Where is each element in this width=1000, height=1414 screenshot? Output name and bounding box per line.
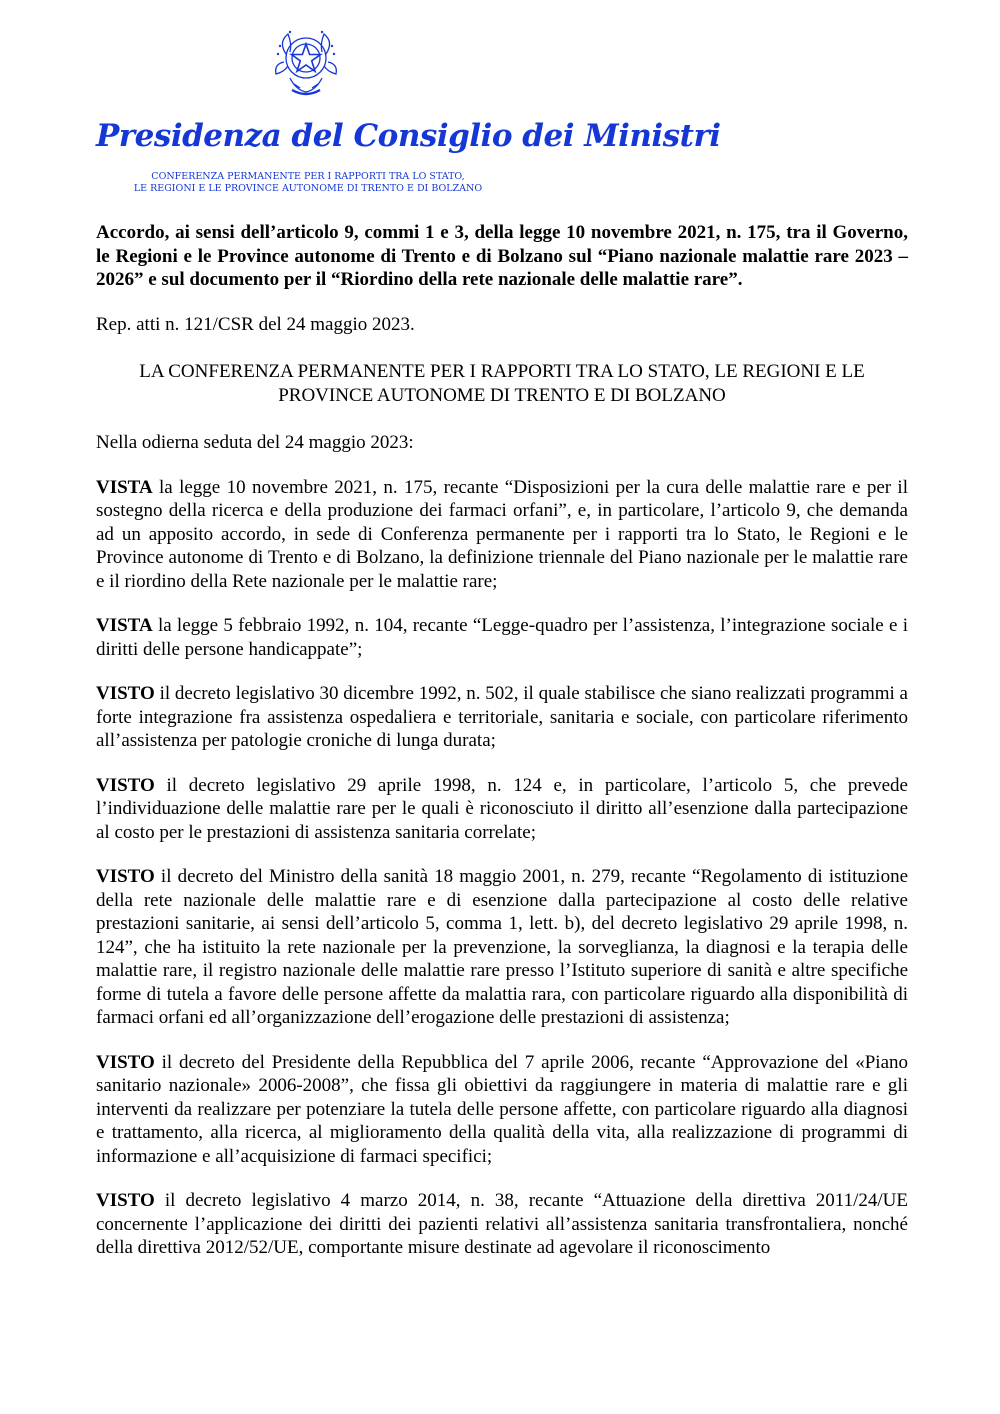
- recital-text: il decreto del Presidente della Repubblica del 7 aprile 2006, recante “Approvazione del «Piano sanitario nazionale» 2006-2008”, che fissa gli obiettivi da raggiungere in materia di malattie rare e gli interventi da realizzare per potenziare la tutela delle persone affette, con particolare riguardo alla diagnosi e trattamento, alla ricerca, al miglioramento della qualità della vita, alla realizzazione di programmi di informazione e all’acquisizione di farmaci specifici;: [96, 1051, 908, 1167]
- recital-paragraph: [96, 1051, 908, 1169]
- recital-keyword: VISTA: [96, 476, 153, 498]
- recital-keyword: VISTO: [96, 1051, 155, 1073]
- conference-subtitle-line2: LE REGIONI E LE PROVINCE AUTONOME DI TRENTO E DI BOLZANO: [133, 183, 483, 194]
- recital-text: il decreto legislativo 4 marzo 2014, n. 38, recante “Attuazione della direttiva 2011/24/UE concernente l’applicazione dei diritti dei pazienti relativi all’assistenza sanitaria transfrontaliera, nonché della direttiva 2012/52/UE, comportante misure destinate ad agevolare il riconoscimento: [96, 1190, 908, 1258]
- recital-text: il decreto legislativo 30 dicembre 1992, n. 502, il quale stabilisce che siano realizzati programmi a forte integrazione fra assistenza ospedaliera e territoriale, sanitaria e sociale, con particolare riferimento all’assistenza per patologie croniche di lunga durata;: [96, 683, 908, 751]
- recital-text: il decreto del Ministro della sanità 18 maggio 2001, n. 279, recante “Regolamento di istituzione della rete nazionale delle malattie rare e di esenzione dalla partecipazione al costo delle relative prestazioni sanitarie, ai sensi dell’articolo 5, comma 1, lett. b), del decreto legislativo 29 aprile 1998, n. 124”, che ha istituito la rete nazionale per la prevenzione, la sorveglianza, la diagnosi e la terapia delle malattie rare, il registro nazionale delle malattie rare presso l’Istituto superiore di sanità e altre specifiche forme di tutela a favore delle persone affette da malattia rara, con particolare riguardo alla disponibilità di farmaci orfani ed all’organizzazione dell’erogazione delle prestazioni di assistenza;: [96, 866, 908, 1028]
- recital-keyword: VISTA: [96, 615, 153, 636]
- institution-name: Presidenza del Consiglio dei Ministri: [96, 118, 721, 154]
- conference-heading: [96, 360, 908, 407]
- recital-paragraph: [96, 682, 908, 753]
- recital-paragraph: [96, 1189, 908, 1260]
- conference-subtitle-line1: CONFERENZA PERMANENTE PER I RAPPORTI TRA LO STATO,: [151, 171, 465, 182]
- recital-paragraph: [96, 614, 908, 661]
- recital-paragraph: [96, 865, 908, 1030]
- recital-paragraph: [96, 476, 908, 594]
- conference-heading-line2: PROVINCE AUTONOME DI TRENTO E DI BOLZANO: [278, 384, 726, 406]
- conference-heading-line1: LA CONFERENZA PERMANENTE PER I RAPPORTI TRA LO STATO, LE REGIONI E LE: [139, 361, 865, 382]
- italian-republic-emblem-icon: [270, 24, 342, 98]
- recital-text: la legge 10 novembre 2021, n. 175, recante “Disposizioni per la cura delle malattie rare e per il sostegno della ricerca e della produzione dei farmaci orfani”, e, in particolare, l’articolo 9, che demanda ad un apposito accordo, in sede di Conferenza permanente per i rapporti tra lo Stato, le Regioni e le Province autonome di Trento e di Bolzano, la definizione triennale del Piano nazionale per le malattie rare e il riordino della Rete nazionale per le malattie rare;: [96, 476, 908, 592]
- recital-text: la legge 5 febbraio 1992, n. 104, recante “Legge-quadro per l’assistenza, l’integrazione sociale e i diritti delle persone handicappate”;: [96, 615, 908, 660]
- repertory-reference: Rep. atti n. 121/CSR del 24 maggio 2023.: [96, 313, 415, 335]
- recital-keyword: VISTO: [96, 1190, 155, 1211]
- document-body: [96, 221, 908, 1281]
- recital-paragraph: [96, 774, 908, 845]
- recital-keyword: VISTO: [96, 683, 155, 704]
- recital-keyword: VISTO: [96, 774, 155, 796]
- recital-keyword: VISTO: [96, 866, 155, 887]
- document-title: Accordo, ai sensi dell’articolo 9, commi 1 e 3, della legge 10 novembre 2021, n. 175, tra il Governo, le Regioni e le Province autonome di Trento e di Bolzano sul “Piano nazionale malattie rare 2023 – 2026” e sul documento per il “Riordino della rete nazionale delle malattie rare”.: [96, 222, 908, 290]
- recital-text: il decreto legislativo 29 aprile 1998, n. 124 e, in particolare, l’articolo 5, che prevede l’individuazione delle malattie rare per le quali è riconosciuto il diritto all’esenzione dalla partecipazione al costo per le prestazioni di assistenza sanitaria correlate;: [96, 774, 908, 843]
- session-line: Nella odierna seduta del 24 maggio 2023:: [96, 432, 414, 453]
